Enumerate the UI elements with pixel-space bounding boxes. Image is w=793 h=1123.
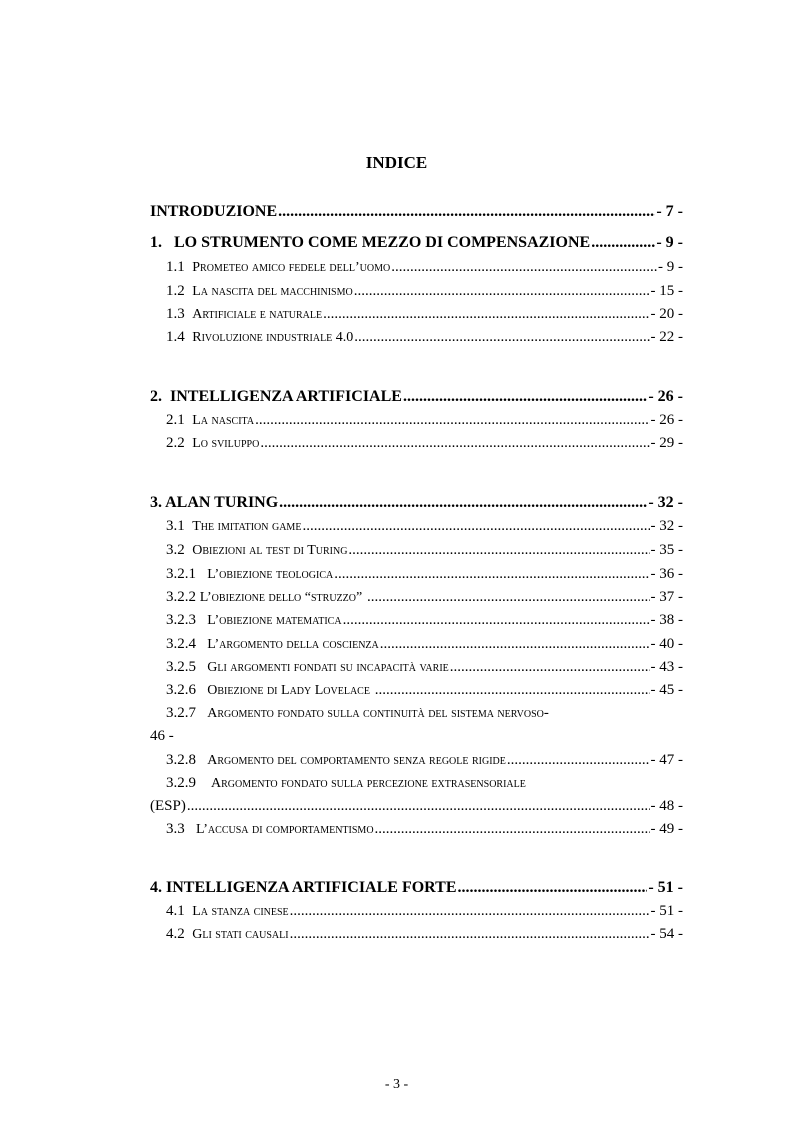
toc-entry-page: - 36 - [650,566,683,582]
toc-entry-chapter-4[interactable] [150,879,683,897]
dot-leader [290,926,650,943]
toc-entry-page-start: - [543,705,549,721]
toc-entry-3-2-9-cont[interactable] [150,798,683,815]
section-number: 3.2.1 [166,566,196,582]
toc-entry-3-2-3[interactable] [150,612,683,629]
toc-entry-page: - 32 - [648,494,683,511]
toc-entry-page: - 32 - [650,518,683,534]
dot-leader [354,329,649,346]
toc-entry-2-2[interactable] [150,435,683,452]
toc-entry-label: The imitation game [192,519,302,534]
section-number: 3.1 [166,518,185,534]
toc-entry-page: - 43 - [650,659,683,675]
toc-entry-page: - 45 - [650,682,683,698]
toc-entry-3-2-5[interactable] [150,659,683,676]
toc-entry-label: La stanza cinese [192,904,289,919]
section-number: 3.2.9 [166,775,196,791]
dot-leader [591,234,655,252]
toc-entry-label: Argomento fondato sulla percezione extrasensoriale [211,776,526,791]
section-number: 3.2.8 [166,752,196,768]
toc-entry-label: Gli argomenti fondati su incapacità varie [207,660,449,675]
toc-entry-page: - 38 - [650,612,683,628]
dot-leader [323,306,649,323]
toc-entry-label: 2. INTELLIGENZA ARTIFICIALE [150,388,402,405]
dot-leader [354,283,650,300]
dot-leader [507,752,650,769]
toc-entry-page: 46 - [150,728,174,744]
dot-leader [343,612,650,629]
toc-entry-label: La nascita del macchinismo [192,284,353,299]
toc-entry-page: - 35 - [650,542,683,558]
section-number: 4.2 [166,926,185,942]
dot-leader [255,412,649,429]
section-number: 3.2.4 [166,636,196,652]
dot-leader [391,259,657,276]
toc-entry-label: L’obiezione matematica [207,613,342,628]
toc-entry-page: - 37 - [650,589,683,605]
toc-entry-3-2-9[interactable] [150,775,699,792]
toc-entry-label: Gli stati causali [192,927,289,942]
toc-entry-label: 3. ALAN TURING [150,494,279,511]
section-number: 3.3 [166,821,185,837]
section-number: 1.2 [166,283,185,299]
page-number: - 3 - [384,1077,409,1092]
toc-entry-page: - 49 - [650,821,683,837]
toc-entry-label: Obiezioni al test di Turing [192,543,348,558]
toc-entry-chapter-2[interactable] [150,388,683,406]
section-number: 1.1 [166,259,185,275]
toc-entry-page: - 47 - [650,752,683,768]
toc-entry-4-2[interactable] [150,926,683,943]
toc-entry-4-1[interactable] [150,903,683,920]
toc-entry-label: Rivoluzione industriale 4.0 [192,330,354,345]
toc-entry-chapter-3[interactable] [150,494,683,512]
toc-entry-page: - 40 - [650,636,683,652]
dot-leader [187,798,650,815]
toc-entry-label: L’obiezione teologica [207,567,334,582]
toc-entry-label: L’obiezione dello “struzzo” [199,590,363,605]
toc-entry-3-1[interactable] [150,518,683,535]
toc-entry-page: - 26 - [648,388,683,405]
toc-entry-3-2[interactable] [150,542,683,559]
section-number: 3.2.7 [166,705,196,721]
toc-entry-label: 1. LO STRUMENTO COME MEZZO DI COMPENSAZIONE [150,234,591,251]
toc-entry-introduzione[interactable] [150,203,683,221]
dot-leader [279,494,647,512]
toc-entry-page: - 22 - [650,329,683,345]
toc-entry-3-3[interactable] [150,821,683,838]
toc-entry-page: - 26 - [650,412,683,428]
toc-entry-label-cont: (ESP) [150,798,186,814]
dot-leader [458,879,648,897]
toc-entry-label: La nascita [192,413,255,428]
page-title: INDICE [365,153,428,172]
toc-entry-label: Prometeo amico fedele dell’uomo [192,260,391,275]
section-number: 1.4 [166,329,185,345]
toc-entry-page: - 9 - [656,234,683,251]
toc-entry-label: Obiezione di Lady Lovelace [207,683,370,698]
toc-entry-3-2-7-cont [150,728,683,745]
section-number: 3.2.5 [166,659,196,675]
toc-entry-chapter-1[interactable] [150,234,683,252]
dot-leader [367,589,650,606]
section-number: 3.2.6 [166,682,196,698]
dot-leader [290,903,650,920]
toc-entry-1-1[interactable] [150,259,683,276]
toc-entry-page: - 51 - [650,903,683,919]
dot-leader [375,682,650,699]
dot-leader [450,659,650,676]
toc-entry-page: - 20 - [650,306,683,322]
dot-leader [278,203,655,221]
toc-entry-label: L’argomento della coscienza [207,637,379,652]
toc-entry-page: - 54 - [650,926,683,942]
toc-entry-page: - 15 - [650,283,683,299]
toc-entry-2-1[interactable] [150,412,683,429]
toc-entry-page: - 51 - [648,879,683,896]
toc-entry-3-2-2[interactable] [150,589,683,606]
toc-entry-label: Lo sviluppo [192,436,260,451]
toc-entry-3-2-6[interactable] [150,682,683,699]
dot-leader [334,566,649,583]
section-number: 3.2.2 [166,589,196,605]
toc-entry-3-2-8[interactable] [150,752,683,769]
toc-entry-3-2-1[interactable] [150,566,683,583]
section-number: 3.2.3 [166,612,196,628]
toc-entry-label: 4. INTELLIGENZA ARTIFICIALE FORTE [150,879,457,896]
toc-entry-page: - 7 - [656,203,683,220]
toc-entry-1-2[interactable] [150,283,683,300]
toc-entry-page: - 48 - [650,798,683,814]
dot-leader [260,435,649,452]
toc-entry-3-2-4[interactable] [150,636,683,653]
toc-entry-1-4[interactable] [150,329,683,346]
toc-entry-page: - 29 - [650,435,683,451]
toc-entry-3-2-7[interactable] [150,705,699,722]
dot-leader [403,388,647,406]
dot-leader [380,636,650,653]
section-number: 4.1 [166,903,185,919]
section-number: 2.1 [166,412,185,428]
toc-entry-label: INTRODUZIONE [150,203,278,220]
section-number: 1.3 [166,306,185,322]
section-number: 2.2 [166,435,185,451]
toc-entry-1-3[interactable] [150,306,683,323]
toc-entry-label: Artificiale e naturale [192,307,323,322]
dot-leader [348,542,649,559]
section-number: 3.2 [166,542,185,558]
toc-entry-label: L’accusa di comportamentismo [196,822,374,837]
dot-leader [302,518,649,535]
toc-entry-label: Argomento del comportamento senza regole rigide [207,753,506,768]
dot-leader [375,821,650,838]
toc-entry-page: - 9 - [658,259,683,275]
toc-entry-label: Argomento fondato sulla continuità del sistema nervoso [207,706,544,721]
